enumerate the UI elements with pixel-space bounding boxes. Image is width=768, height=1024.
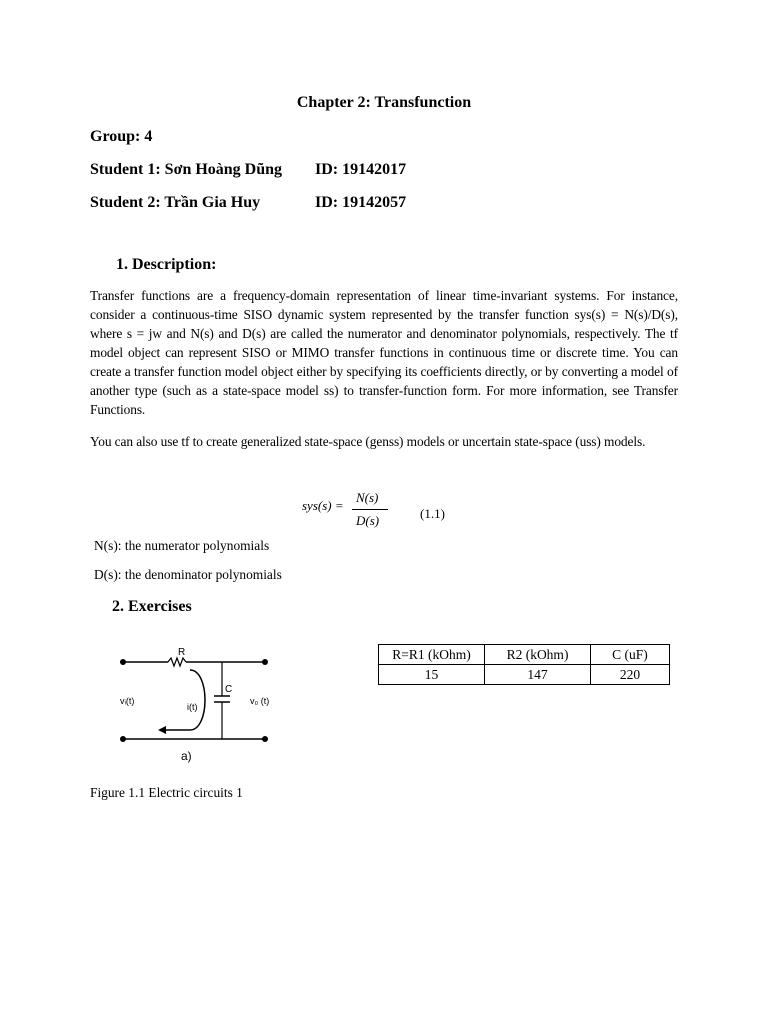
table-header-cell: R2 (kOhm) [485, 645, 591, 665]
group-label: Group: 4 [90, 128, 153, 145]
table-cell: 15 [379, 665, 485, 685]
equation-numerator: N(s) [356, 490, 379, 505]
page-title: Chapter 2: Transfunction [296, 94, 472, 111]
table-row [379, 665, 670, 685]
equation-number: (1.1) [420, 506, 445, 521]
table-header-cell: R=R1 (kOhm) [379, 645, 485, 665]
numerator-definition: N(s): the numerator polynomials [94, 538, 270, 553]
section-2-heading: 2. Exercises [112, 598, 192, 615]
table-header-cell: C (uF) [591, 645, 670, 665]
equation-lhs: sys(s) = [302, 498, 344, 513]
input-voltage-label: vᵢ(t) [120, 696, 135, 706]
transfer-function-equation [300, 488, 400, 532]
current-label: i(t) [187, 702, 198, 712]
parameter-table [378, 644, 670, 685]
output-voltage-label: v₀ (t) [250, 696, 270, 706]
terminal-bottom-right [262, 736, 268, 742]
denominator-definition: D(s): the denominator polynomials [94, 567, 282, 582]
subfigure-label: a) [181, 749, 192, 763]
resistor-label: R [178, 647, 186, 658]
table-cell: 147 [485, 665, 591, 685]
description-paragraph-1: Transfer functions are a frequency-domain representation of linear time-invariant systems. For instance, consider a continuous-time SISO dynamic system represented by the transfer function sys(s) = N(s)/D(s), where s = jw and N(s) and D(s) are called the numerator and denominator polynomials, respectively. The tf model object can represent SISO or MIMO transfer functions in continuous time or discrete time. You can create a transfer function model object either by specifying its coefficients directly, or by converting a model of another type (such as a state-space model ss) to transfer-function form. For more information, see Transfer Functions. [90, 288, 678, 417]
fraction-bar [352, 509, 388, 510]
figure-caption: Figure 1.1 Electric circuits 1 [90, 785, 243, 800]
equation-denominator: D(s) [356, 513, 380, 528]
student-2-name: Student 2: Trần Gia Huy [90, 194, 261, 211]
section-1-heading: 1. Description: [116, 256, 217, 273]
student-1-name: Student 1: Sơn Hoàng Dũng [90, 161, 283, 178]
rc-circuit-diagram [110, 640, 322, 768]
description-paragraph-2: You can also use tf to create generalized state-space (genss) models or uncertain state-space (uss) models. [90, 434, 646, 449]
student-1-id: ID: 19142017 [315, 161, 407, 178]
terminal-top-right [262, 659, 268, 665]
table-header-row [379, 645, 670, 665]
table-cell: 220 [591, 665, 670, 685]
student-2-id: ID: 19142057 [315, 194, 407, 211]
capacitor-label: C [225, 684, 233, 695]
